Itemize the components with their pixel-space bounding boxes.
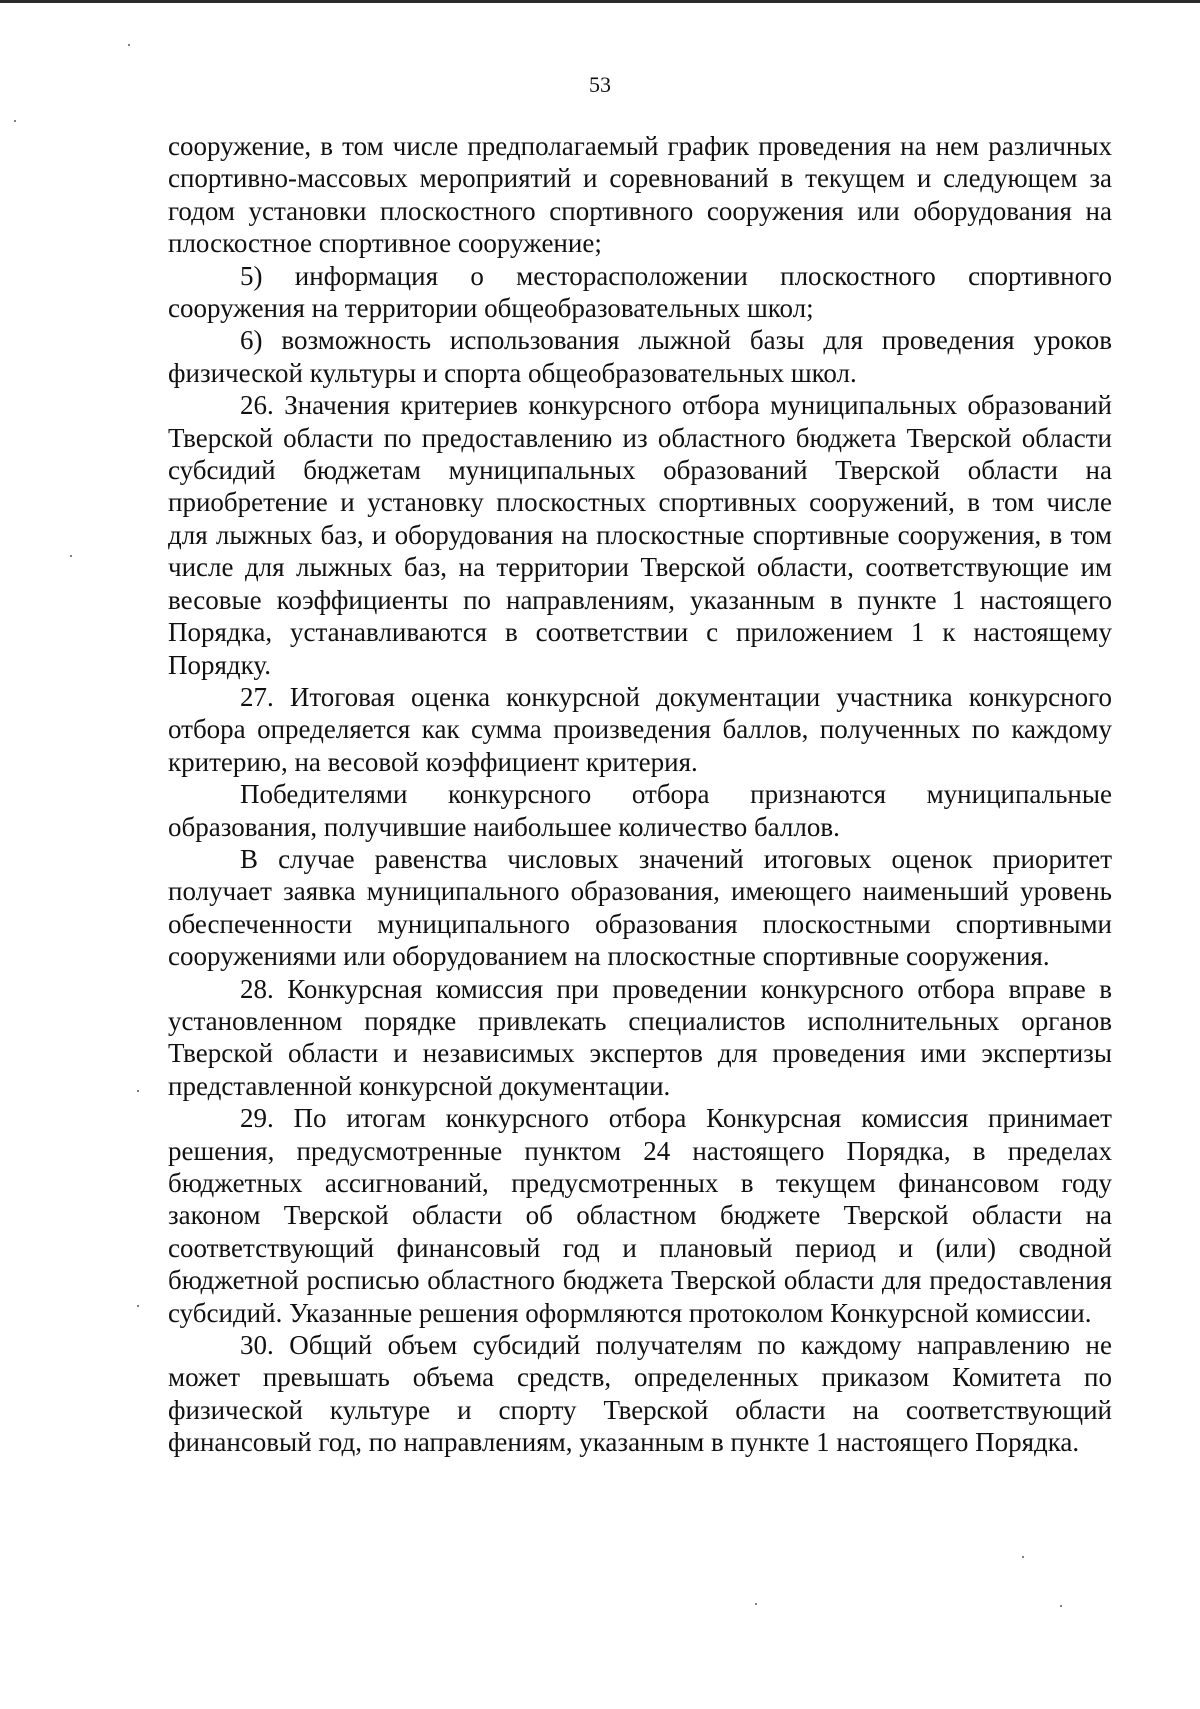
paragraph-28: 28. Конкурсная комиссия при проведении конкурсного отбора вправе в установленном порядке привлекать специалистов исполнительных органов Тверской области и независимых экспертов для проведения ими экспертизы представленной конкурсной документации. bbox=[168, 973, 1112, 1101]
paragraph-item-5: 5) информация о месторасположении плоскостного спортивного сооружения на территории общеобразовательных школ; bbox=[168, 260, 1112, 324]
scan-speck bbox=[14, 120, 16, 122]
paragraph-27: 27. Итоговая оценка конкурсной документации участника конкурсного отбора определяется как сумма произведения баллов, полученных по каждому критерию, на весовой коэффициент критерия. bbox=[168, 681, 1112, 777]
paragraph-winners: Победителями конкурсного отбора признаются муниципальные образования, получившие наибольшее количество баллов. bbox=[168, 779, 1112, 842]
paragraph-item-6: 6) возможность использования лыжной базы для проведения уроков физической культуры и спорта общеобразовательных школ. bbox=[168, 325, 1112, 388]
scan-top-edge bbox=[0, 0, 1200, 3]
paragraph-29: 29. По итогам конкурсного отбора Конкурсная комиссия принимает решения, предусмотренные пунктом 24 настоящего Порядка, в пределах бюджетных ассигнований, предусмотренных в текущем финансовом году законом Тверской области об областном бюджете Тверской области на соответствующий финансовый год и плановый период и (или) сводной бюджетной росписью областного бюджета Тверской области для предоставления субсидий. Указанные решения оформляются протоколом Конкурсной комиссии. bbox=[168, 1103, 1112, 1328]
scan-speck bbox=[137, 1090, 139, 1092]
scan-speck bbox=[1022, 1556, 1024, 1558]
scan-speck bbox=[755, 1603, 757, 1605]
paragraph-continuation: сооружение, в том числе предполагаемый график проведения на нем различных спортивно-массовых мероприятий и соревнований в текущем и следующем за годом установки плоскостного спортивного сооружения или оборудования на плоскостное спортивное сооружение; bbox=[168, 131, 1112, 259]
scan-speck bbox=[70, 555, 72, 557]
document-body bbox=[168, 130, 1112, 1459]
scan-speck bbox=[128, 44, 130, 46]
scan-speck bbox=[1060, 1605, 1062, 1607]
paragraph-30: 30. Общий объем субсидий получателям по каждому направлению не может превышать объема средств, определенных приказом Комитета по физической культуре и спорту Тверской области на соответствующий финансовый год, по направлениям, указанным в пункте 1 настоящего Порядка. bbox=[168, 1330, 1112, 1458]
scan-speck bbox=[137, 1305, 139, 1307]
paragraph-tie-rule: В случае равенства числовых значений итоговых оценок приоритет получает заявка муниципального образования, имеющего наименьший уровень обеспеченности муниципального образования плоскостными спортивными сооружениями или оборудованием на плоскостные спортивные сооружения. bbox=[168, 843, 1112, 972]
paragraph-26: 26. Значения критериев конкурсного отбора муниципальных образований Тверской области по предоставлению из областного бюджета Тверской области субсидий бюджетам муниципальных образований Тверской области на приобретение и установку плоскостных спортивных сооружений, в том числе для лыжных баз, и оборудования на плоскостные спортивные сооружения, в том числе для лыжных баз, на территории Тверской области, соответствующие им весовые коэффициенты по направлениям, указанным в пункте 1 настоящего Порядка, устанавливаются в соответствии с приложением 1 к настоящему Порядку. bbox=[168, 390, 1112, 680]
page-number: 53 bbox=[589, 72, 611, 97]
